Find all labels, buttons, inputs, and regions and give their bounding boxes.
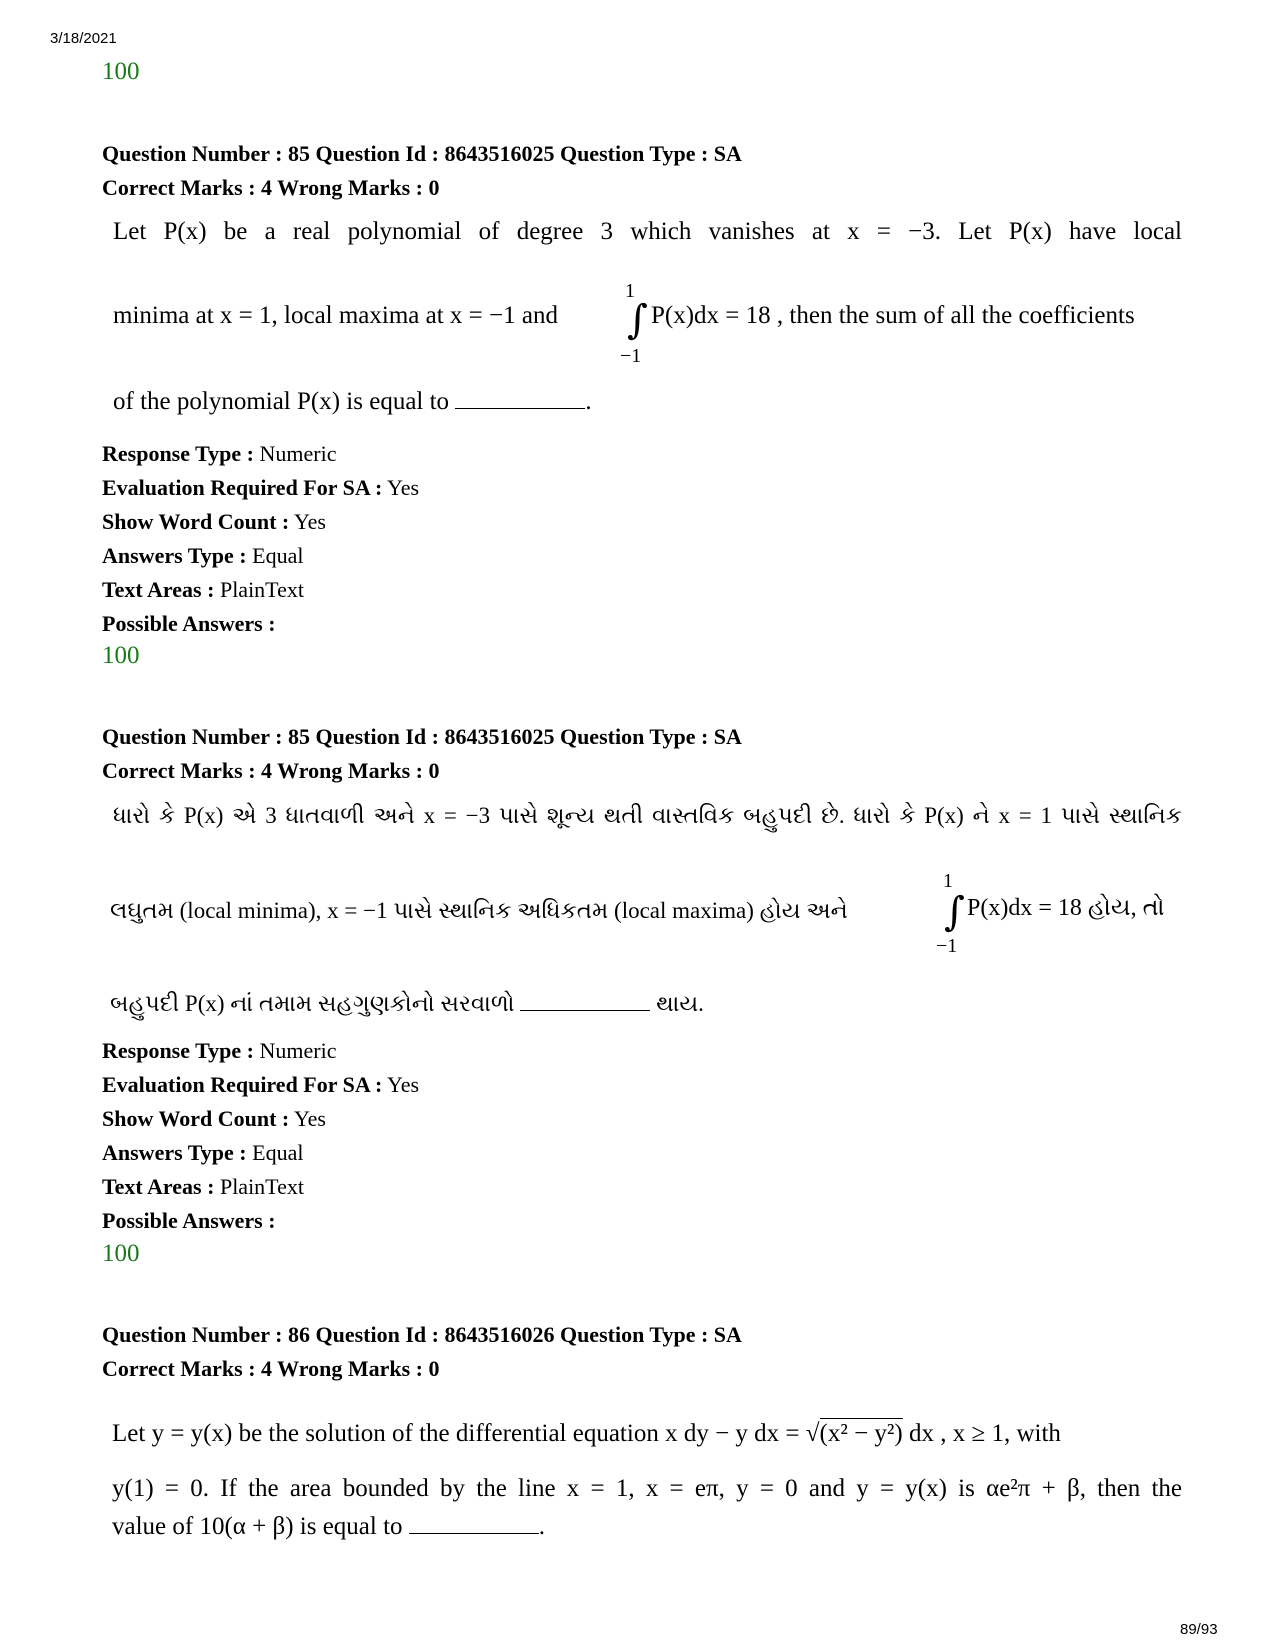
marks-line: Correct Marks : 4 Wrong Marks : 0 xyxy=(102,175,440,200)
question-header-line: Question Number : 85 Question Id : 8643516025 Question Type : SA xyxy=(102,141,742,166)
q85-gu-meta xyxy=(102,1034,419,1238)
question-text-line-1: ધારો કે P(x) એ 3 ધાતવાળી અને x = −3 પાસે શૂન્ય થતી વાસ્તવિક બહુપદી છે. ધારો કે P(x) ને x = 1 પાસે સ્થાનિક xyxy=(113,803,1182,828)
response-type-row: Response Type : Numeric xyxy=(102,1038,337,1063)
previous-possible-answer: 100 xyxy=(102,58,140,85)
possible-answers-row: Possible Answers : xyxy=(102,611,276,636)
sqrt-content: (x² − y²) xyxy=(819,1420,903,1447)
integral-upper-limit: 1 xyxy=(625,280,635,302)
question-text-line-3 xyxy=(112,1513,545,1541)
question-text-line-2: y(1) = 0. If the area bounded by the line x = 1, x = eπ, y = 0 and y = y(x) is αe²π + β, then the xyxy=(112,1475,1182,1502)
question-text: value of 10(α + β) is equal to xyxy=(112,1513,403,1540)
question-text-line-2a: minima at x = 1, local maxima at x = −1 and xyxy=(113,302,558,329)
line-end: થાય. xyxy=(656,991,704,1016)
question-text: Let y = y(x) be the solution of the differential equation x dy − y dx = xyxy=(112,1420,800,1447)
question-header-line: Question Number : 86 Question Id : 8643516026 Question Type : SA xyxy=(102,1322,742,1347)
sqrt-icon: √ xyxy=(805,1420,820,1447)
evaluation-row: Evaluation Required For SA : Yes xyxy=(102,1072,420,1097)
answers-type-row: Answers Type : Equal xyxy=(102,1140,304,1165)
answer-blank xyxy=(455,388,585,409)
question-text-line-2b: P(x)dx = 18 , then the sum of all the coefficients xyxy=(651,302,1135,329)
integral-lower-limit: −1 xyxy=(936,935,958,957)
possible-answer-value: 100 xyxy=(102,1240,140,1267)
integral-sign-icon: ∫ xyxy=(944,889,965,935)
question-text-line-3 xyxy=(113,388,592,416)
word-count-row: Show Word Count : Yes xyxy=(102,1106,326,1131)
question-text-line-1: Let P(x) be a real polynomial of degree 3 which vanishes at x = −3. Let P(x) have local xyxy=(113,218,1182,245)
question-text: dx , x ≥ 1, with xyxy=(909,1420,1061,1447)
answer-blank xyxy=(409,1513,539,1534)
text-areas-row: Text Areas : PlainText xyxy=(102,577,304,602)
q85-en-meta xyxy=(102,437,419,641)
word-count-row: Show Word Count : Yes xyxy=(102,509,326,534)
answers-type-row: Answers Type : Equal xyxy=(102,543,304,568)
question-text-line-1 xyxy=(112,1418,1061,1448)
integral-lower-limit: −1 xyxy=(620,345,642,367)
print-date: 3/18/2021 xyxy=(50,30,117,47)
question-text-line-3 xyxy=(110,990,704,1017)
marks-line: Correct Marks : 4 Wrong Marks : 0 xyxy=(102,758,440,783)
marks-line: Correct Marks : 4 Wrong Marks : 0 xyxy=(102,1356,440,1381)
integral-upper-limit: 1 xyxy=(943,870,953,892)
text-areas-row: Text Areas : PlainText xyxy=(102,1174,304,1199)
possible-answers-row: Possible Answers : xyxy=(102,1208,276,1233)
q86-en-header xyxy=(102,1318,742,1386)
evaluation-row: Evaluation Required For SA : Yes xyxy=(102,475,420,500)
integral-sign-icon: ∫ xyxy=(627,297,648,343)
q85-en-header xyxy=(102,137,742,205)
answer-blank xyxy=(520,990,650,1011)
response-type-row: Response Type : Numeric xyxy=(102,441,337,466)
question-text-line-2b: P(x)dx = 18 હોય, તો xyxy=(967,895,1165,921)
q85-gu-header xyxy=(102,720,742,788)
line-end: . xyxy=(585,388,592,415)
question-header-line: Question Number : 85 Question Id : 8643516025 Question Type : SA xyxy=(102,724,742,749)
possible-answer-value: 100 xyxy=(102,642,140,669)
question-text: બહુપદી P(x) નાં તમામ સહગુણકોનો સરવાળો xyxy=(110,991,515,1016)
question-text-line-2a: લઘુતમ (local minima), x = −1 પાસે સ્થાનિક અધિકતમ (local maxima) હોય અને xyxy=(110,898,848,923)
line-end: . xyxy=(538,1513,546,1540)
page-number: 89/93 xyxy=(1180,1621,1218,1638)
question-text: of the polynomial P(x) is equal to xyxy=(113,388,450,415)
